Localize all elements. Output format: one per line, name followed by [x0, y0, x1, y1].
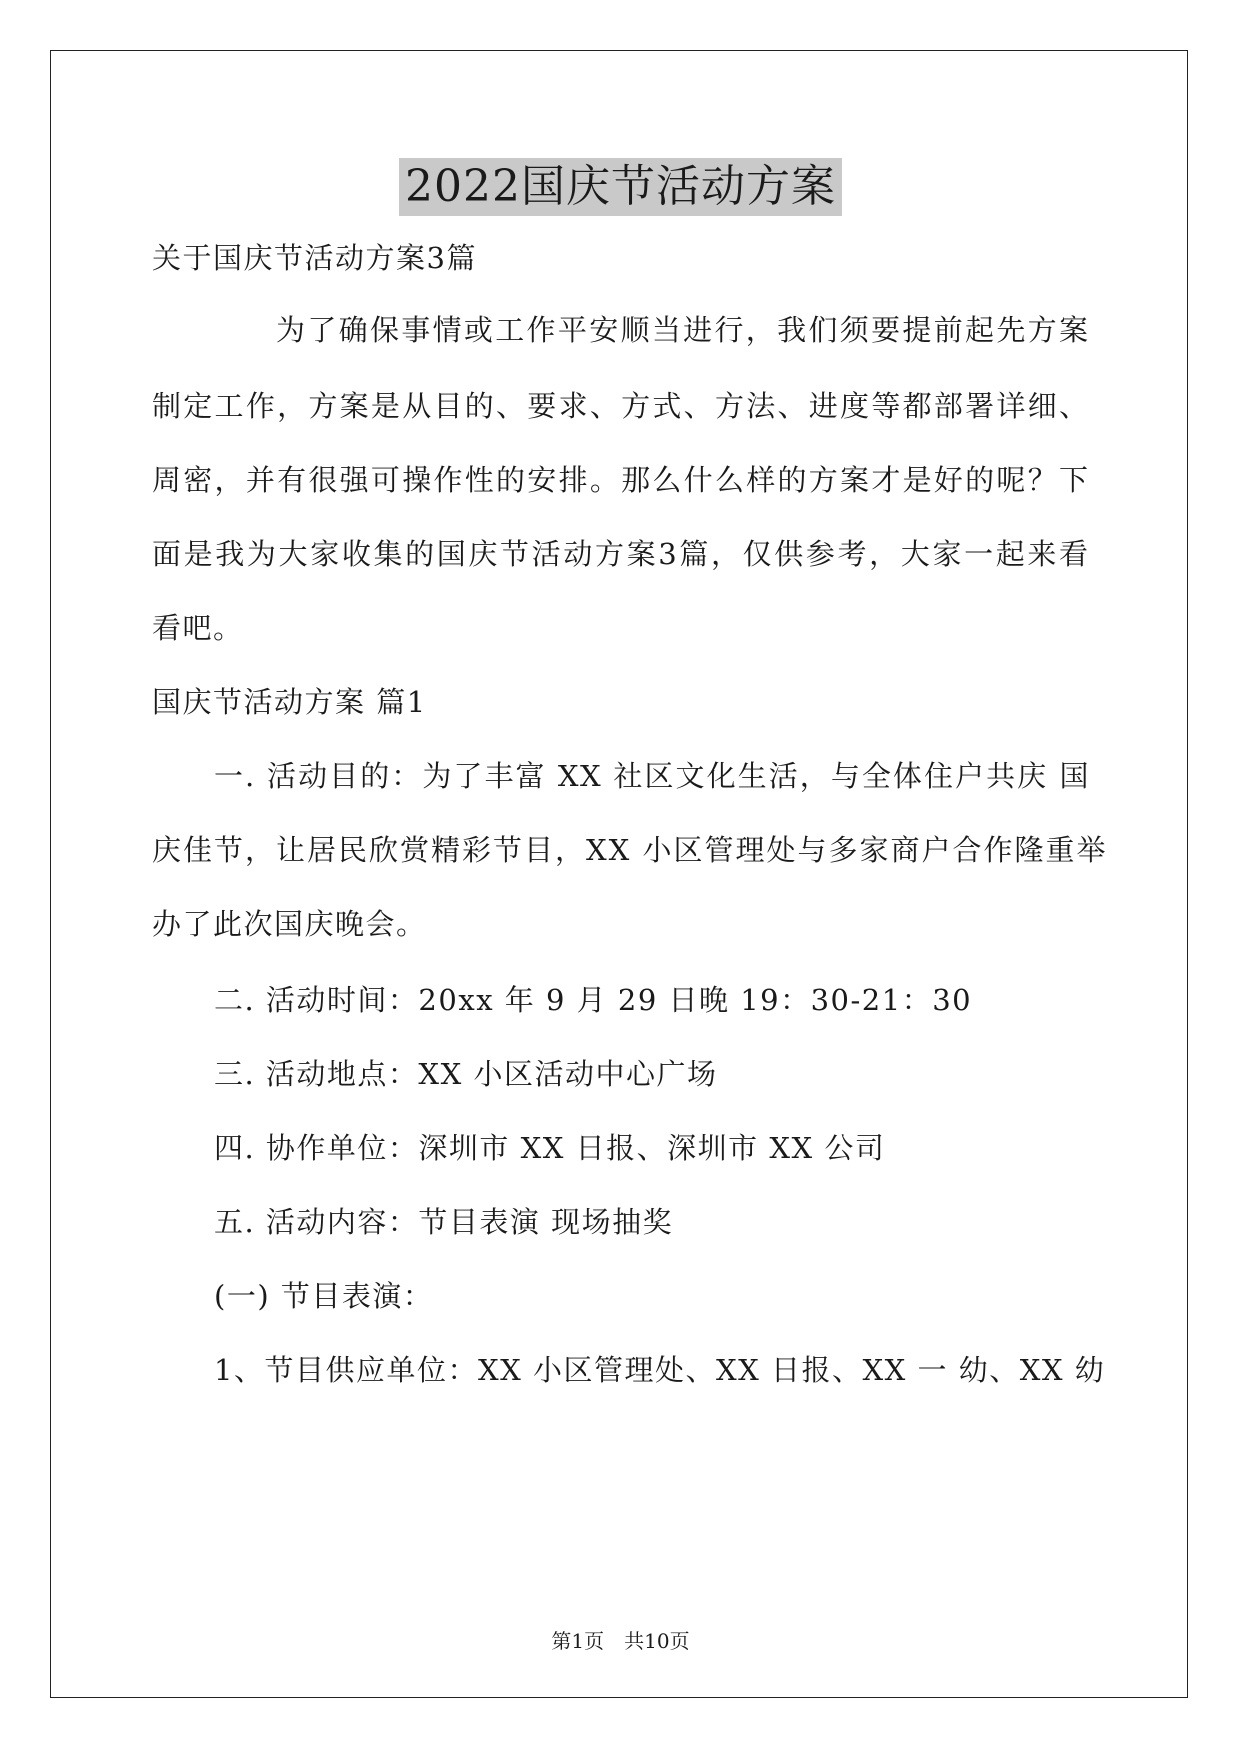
paragraph-line: 为了确保事情或工作平安顺当进行，我们须要提前起先方案 [276, 313, 1090, 347]
title-container [0, 158, 1241, 216]
paragraph-line: 面是我为大家收集的国庆节活动方案3篇，仅供参考，大家一起来看 [152, 537, 1090, 571]
paragraph-line: 办了此次国庆晚会。 [152, 907, 427, 941]
list-item: 二. 活动时间：20xx 年 9 月 29 日晚 19：30-21：30 [214, 983, 973, 1017]
page-total: 共10页 [624, 1629, 690, 1653]
paragraph-line: 一. 活动目的：为了丰富 XX 社区文化生活，与全体住户共庆 国 [214, 759, 1090, 793]
paragraph-line: 看吧。 [152, 611, 244, 645]
section-heading: 国庆节活动方案 篇1 [152, 685, 427, 719]
paragraph-line: 制定工作，方案是从目的、要求、方式、方法、进度等都部署详细、 [152, 389, 1090, 423]
page-footer [0, 1628, 1241, 1654]
list-item: 五. 活动内容：节目表演 现场抽奖 [214, 1205, 674, 1239]
page-border [50, 50, 1188, 1698]
paragraph-line: 庆佳节，让居民欣赏精彩节目，XX 小区管理处与多家商户合作隆重举 [152, 833, 1108, 867]
list-item: 1、节目供应单位：XX 小区管理处、XX 日报、XX 一 幼、XX 幼 [214, 1353, 1106, 1387]
page-number: 第1页 [551, 1629, 605, 1653]
list-item: 三. 活动地点：XX 小区活动中心广场 [214, 1057, 718, 1091]
intro-heading: 关于国庆节活动方案3篇 [152, 241, 477, 275]
list-item: (一) 节目表演： [214, 1279, 434, 1313]
paragraph-line: 周密，并有很强可操作性的安排。那么什么样的方案才是好的呢？下 [152, 463, 1090, 497]
document-title: 2022国庆节活动方案 [399, 158, 842, 216]
list-item: 四. 协作单位：深圳市 XX 日报、深圳市 XX 公司 [214, 1131, 886, 1165]
